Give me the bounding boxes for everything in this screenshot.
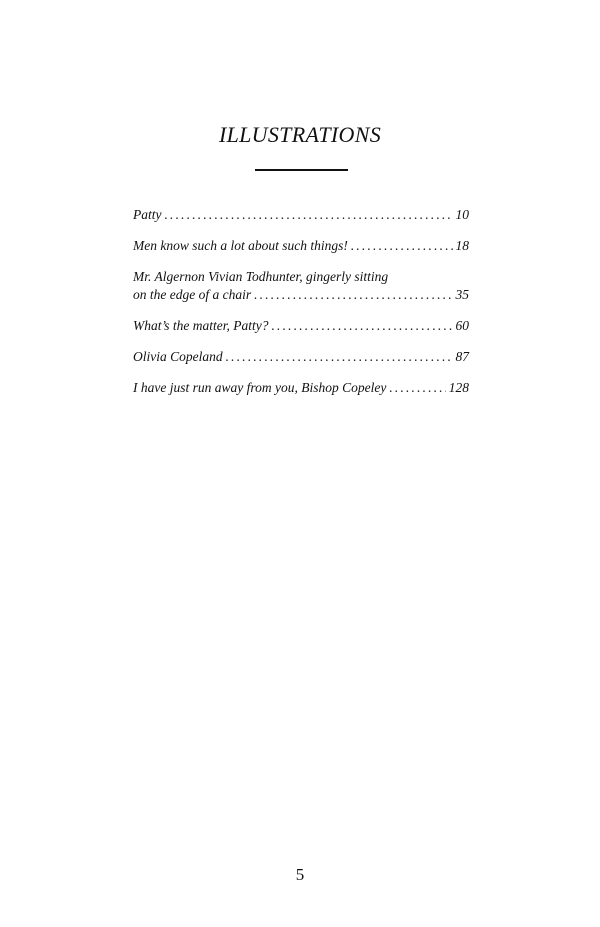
entry-caption: Olivia Copeland bbox=[133, 349, 223, 364]
illustration-entry-olivia-copeland bbox=[133, 348, 469, 366]
entry-page-number: 35 bbox=[455, 287, 469, 302]
entry-page-number: 87 bbox=[455, 349, 469, 364]
illustration-entry-todhunter bbox=[133, 268, 469, 304]
entry-caption: What’s the matter, Patty? bbox=[133, 318, 269, 333]
entry-page-number: 18 bbox=[455, 238, 469, 253]
page-title: ILLUSTRATIONS bbox=[218, 122, 381, 147]
entry-page-number: 10 bbox=[455, 207, 469, 222]
entry-page-number: 128 bbox=[448, 380, 469, 395]
page-number-footer: 5 bbox=[295, 865, 305, 884]
entry-line bbox=[133, 286, 469, 304]
entry-line bbox=[133, 268, 469, 286]
entry-line bbox=[133, 317, 469, 335]
illustration-entry-bishop-copeley bbox=[133, 379, 469, 397]
entry-line bbox=[133, 348, 469, 366]
entry-caption: Mr. Algernon Vivian Todhunter, gingerly sitting bbox=[133, 269, 389, 284]
title-rule bbox=[255, 169, 348, 171]
entry-page-number: 60 bbox=[455, 318, 469, 333]
entry-caption: Men know such a lot about such things! bbox=[133, 238, 348, 253]
dot-leader bbox=[389, 379, 445, 397]
entry-caption: Patty bbox=[133, 207, 162, 222]
illustrations-list bbox=[133, 206, 469, 397]
entry-line bbox=[133, 206, 469, 224]
illustration-entry-whats-the-matter bbox=[133, 317, 469, 335]
illustration-entry-patty bbox=[133, 206, 469, 224]
dot-leader bbox=[272, 317, 453, 335]
illustration-entry-men-know bbox=[133, 237, 469, 255]
dot-leader bbox=[254, 286, 452, 304]
entry-line bbox=[133, 237, 469, 255]
dot-leader bbox=[226, 348, 453, 366]
entry-caption: I have just run away from you, Bishop Copeley bbox=[133, 380, 387, 395]
dot-leader bbox=[165, 206, 453, 224]
entry-line bbox=[133, 379, 469, 397]
entry-caption-continued: on the edge of a chair bbox=[133, 287, 252, 302]
dot-leader bbox=[351, 237, 453, 255]
